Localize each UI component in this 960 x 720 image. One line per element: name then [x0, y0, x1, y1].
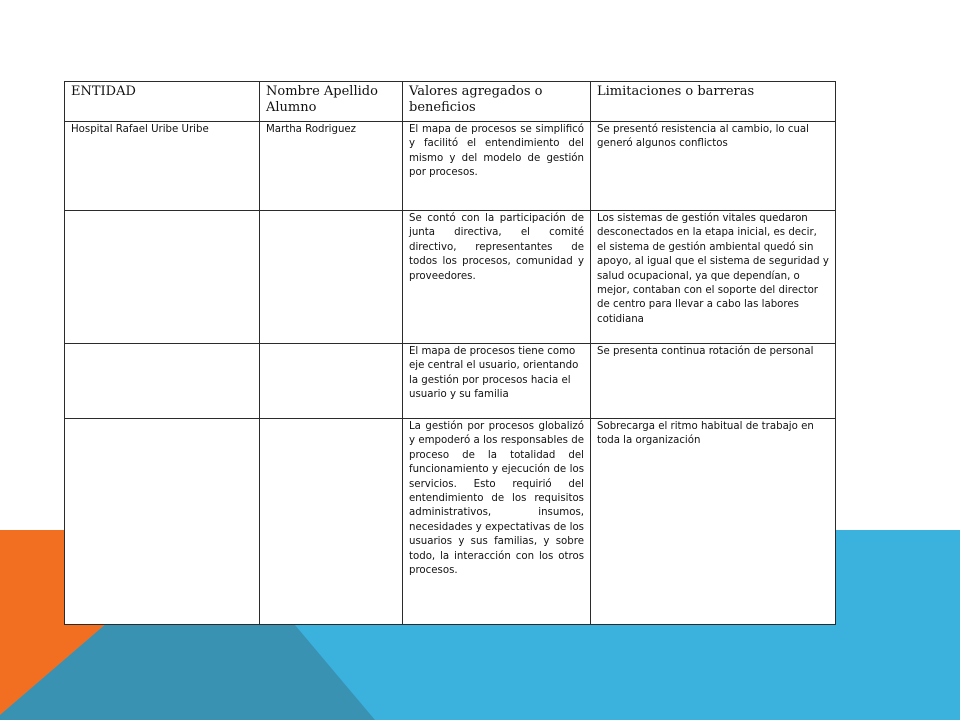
- cell-alumno: Martha Rodriguez: [260, 122, 403, 211]
- table-row: [65, 211, 836, 344]
- cell-entidad: Hospital Rafael Uribe Uribe: [65, 122, 260, 211]
- cell-entidad: [65, 419, 260, 625]
- table-row: [65, 344, 836, 419]
- comparison-table: [64, 81, 836, 625]
- cell-limitaciones: Los sistemas de gestión vitales quedaron desconectados en la etapa inicial, es decir, el sistema de gestión ambiental quedó sin apoyo, al igual que el sistema de seguridad y salud ocupacional, ya que dependían, o mejor, contaban con el soporte del director de centro para llevar a cabo las labores cotidiana: [591, 211, 836, 344]
- cell-limitaciones: Se presentó resistencia al cambio, lo cual generó algunos conflictos: [591, 122, 836, 211]
- cell-alumno: [260, 211, 403, 344]
- cell-limitaciones: Sobrecarga el ritmo habitual de trabajo en toda la organización: [591, 419, 836, 625]
- cell-alumno: [260, 419, 403, 625]
- cell-alumno: [260, 344, 403, 419]
- cell-entidad: [65, 211, 260, 344]
- header-nombre-alumno: Nombre Apellido Alumno: [260, 82, 403, 122]
- cell-entidad: [65, 344, 260, 419]
- cell-valores: El mapa de procesos se simplificó y facilitó el entendimiento del mismo y del modelo de gestión por procesos.: [403, 122, 591, 211]
- cell-valores: La gestión por procesos globalizó y empoderó a los responsables de proceso de la totalidad del funcionamiento y ejecución de los servicios. Esto requirió del entendimiento de los requisitos administrativos, insumos, necesidades y expectativas de los usuarios y sus familias, y sobre todo, la interacción con los otros procesos.: [403, 419, 591, 625]
- table-header-row: [65, 82, 836, 122]
- cell-valores: El mapa de procesos tiene como eje central el usuario, orientando la gestión por procesos hacia el usuario y su familia: [403, 344, 591, 419]
- header-valores: Valores agregados o beneficios: [403, 82, 591, 122]
- table-row: [65, 419, 836, 625]
- cell-valores: Se contó con la participación de junta directiva, el comité directivo, representantes de todos los procesos, comunidad y proveedores.: [403, 211, 591, 344]
- table-row: [65, 122, 836, 211]
- header-limitaciones: Limitaciones o barreras: [591, 82, 836, 122]
- header-entidad: ENTIDAD: [65, 82, 260, 122]
- cell-limitaciones: Se presenta continua rotación de personal: [591, 344, 836, 419]
